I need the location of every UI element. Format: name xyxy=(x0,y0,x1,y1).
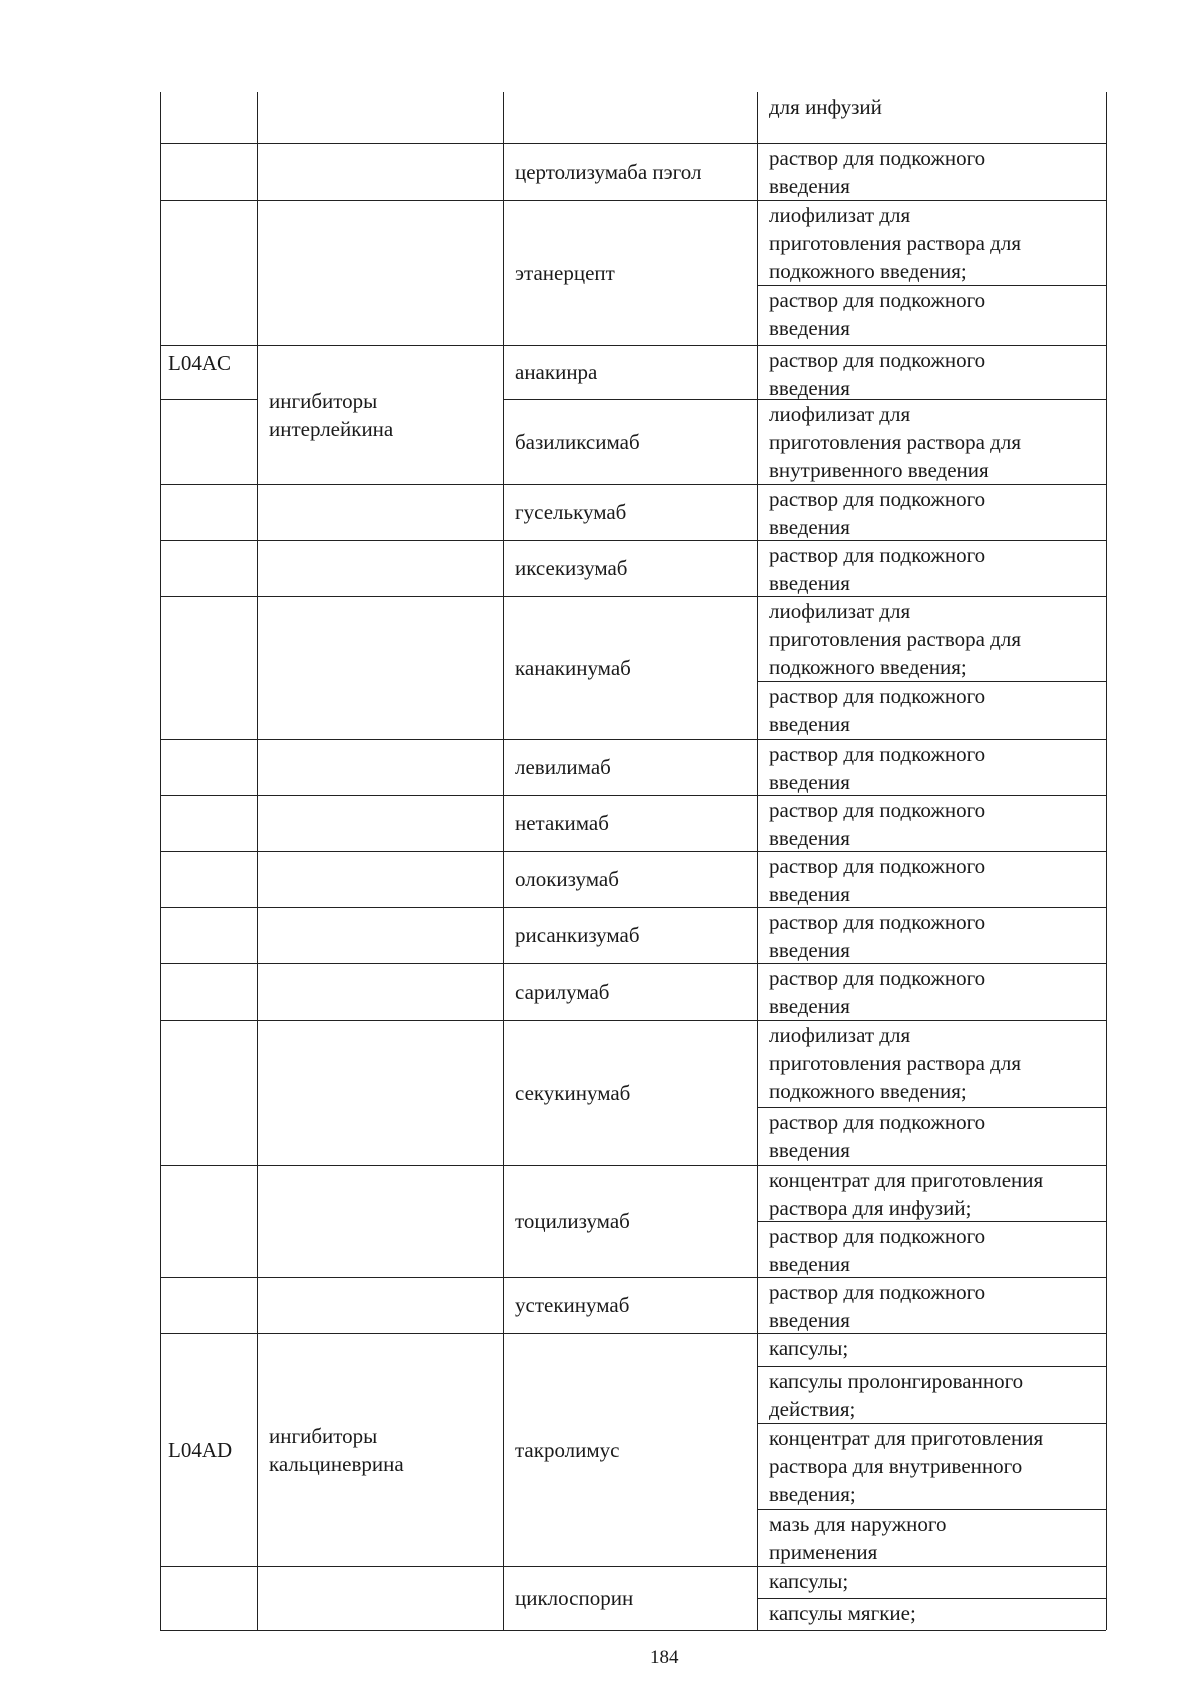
drug-name: нетакимаб xyxy=(515,811,609,835)
drug-name: циклоспорин xyxy=(515,1586,634,1610)
dosage-form: капсулы пролонгированного действия; xyxy=(769,1369,1024,1421)
dosage-form: капсулы; xyxy=(769,1336,849,1360)
drug-name: секукинумаб xyxy=(515,1080,631,1105)
drug-name: сарилумаб xyxy=(515,979,610,1004)
column-border xyxy=(503,92,504,1630)
dosage-form: лиофилизат для приготовления раствора для внутривенного введения xyxy=(769,402,1021,482)
atc-group-name: ингибиторы интерлейкина xyxy=(269,388,394,441)
row-border xyxy=(160,399,257,400)
dosage-form: раствор для подкожного введения xyxy=(769,543,986,595)
drug-name: олокизумаб xyxy=(515,867,619,891)
atc-code: L04AC xyxy=(168,351,231,375)
dosage-form: для инфузий xyxy=(769,95,882,119)
drug-name: тоцилизумаб xyxy=(515,1209,630,1233)
drug-name: анакинра xyxy=(515,360,598,384)
atc-group-name: ингибиторы кальциневрина xyxy=(269,1423,404,1476)
dosage-form: раствор для подкожного введения xyxy=(769,684,986,736)
dosage-form: раствор для подкожного введения xyxy=(769,348,986,400)
dosage-form: лиофилизат для приготовления раствора для подкожного введения; xyxy=(769,599,1021,679)
drug-name: гуселькумаб xyxy=(515,500,627,524)
dosage-form: раствор для подкожного введения xyxy=(769,1280,986,1332)
drug-name: такролимус xyxy=(515,1437,620,1462)
dosage-form: концентрат для приготовления раствора для внутривенного введения; xyxy=(769,1426,1044,1506)
column-border xyxy=(757,92,758,1630)
column-border xyxy=(160,92,161,1630)
drug-name: левилимаб xyxy=(515,755,611,779)
drug-name: этанерцепт xyxy=(515,260,615,285)
column-border xyxy=(1106,92,1107,1630)
atc-code: L04AD xyxy=(168,1437,233,1462)
dosage-form: раствор для подкожного введения xyxy=(769,146,986,198)
dosage-form: капсулы мягкие; xyxy=(769,1601,916,1625)
dosage-form: мазь для наружного применения xyxy=(769,1512,947,1564)
dosage-form: раствор для подкожного введения xyxy=(769,966,986,1018)
page-number: 184 xyxy=(650,1647,679,1668)
dosage-form: концентрат для приготовления раствора для инфузий; xyxy=(769,1168,1044,1220)
dosage-form: капсулы; xyxy=(769,1569,849,1593)
dosage-form: раствор для подкожного введения xyxy=(769,854,986,906)
dosage-form: раствор для подкожного введения xyxy=(769,1110,986,1162)
drug-name: устекинумаб xyxy=(515,1293,630,1317)
drug-name: рисанкизумаб xyxy=(515,923,640,947)
row-border xyxy=(160,1566,1106,1567)
dosage-form: лиофилизат для приготовления раствора для подкожного введения; xyxy=(769,1023,1021,1103)
drug-name: канакинумаб xyxy=(515,655,631,680)
dosage-form: лиофилизат для приготовления раствора для подкожного введения; xyxy=(769,203,1021,283)
dosage-form: раствор для подкожного введения xyxy=(769,288,986,340)
dosage-form: раствор для подкожного введения xyxy=(769,798,986,850)
dosage-form: раствор для подкожного введения xyxy=(769,742,986,794)
drug-name: базиликсимаб xyxy=(515,429,640,454)
drug-name: иксекизумаб xyxy=(515,556,628,580)
dosage-form: раствор для подкожного введения xyxy=(769,487,986,539)
column-border xyxy=(257,92,258,1630)
dosage-form: раствор для подкожного введения xyxy=(769,1224,986,1276)
row-border xyxy=(160,1630,1106,1631)
dosage-form: раствор для подкожного введения xyxy=(769,910,986,962)
drug-name: цертолизумаба пэгол xyxy=(515,159,702,184)
